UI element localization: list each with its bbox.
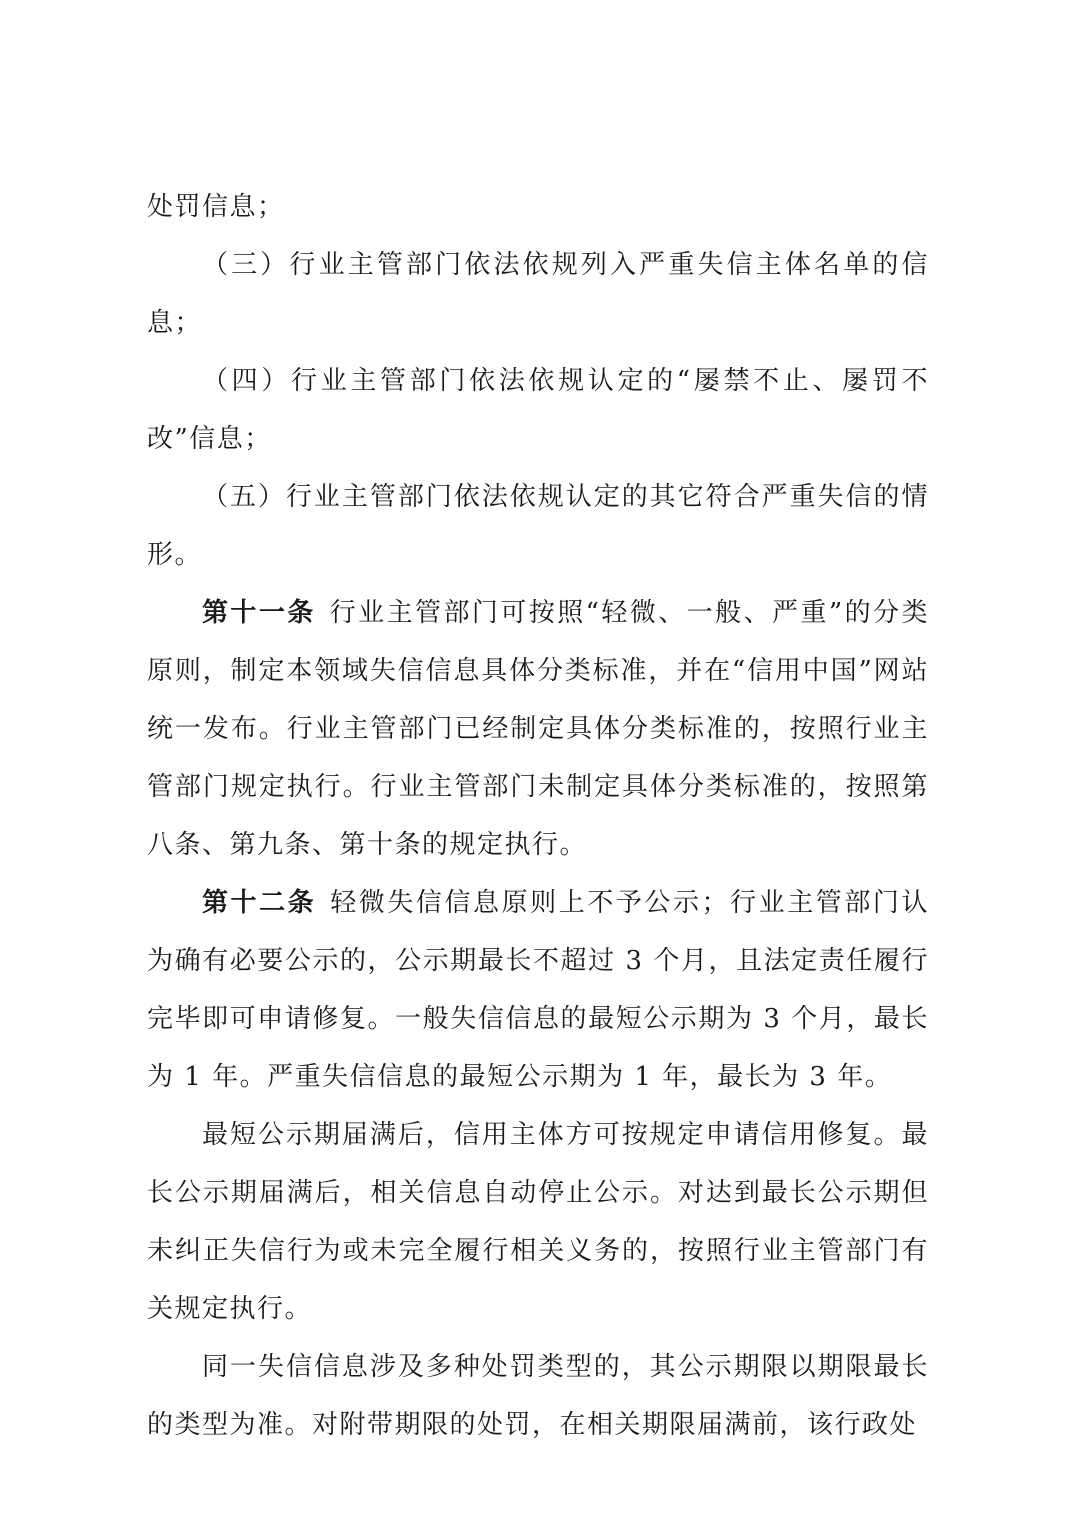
paragraph-text: 轻微失信信息原则上不予公示；行业主管部门认为确有必要公示的，公示期最长不超过 3 个月，且法定责任履行完毕即可申请修复。一般失信信息的最短公示期为 3 个月，最长为 1 年。严重失信信息的最短公示期为 1 年，最长为 3 年。 xyxy=(147,888,929,1092)
paragraph-text: （四）行业主管部门依法依规认定的“屡禁不止、屡罚不改”信息； xyxy=(147,366,929,454)
paragraph-item-5 xyxy=(147,468,929,584)
paragraph-text: 处罚信息； xyxy=(147,192,285,222)
paragraph-text: （五）行业主管部门依法依规认定的其它符合严重失信的情形。 xyxy=(147,482,929,570)
paragraph-text: （三）行业主管部门依法依规列入严重失信主体名单的信息； xyxy=(147,250,929,338)
article-heading: 第十一条 xyxy=(202,598,316,628)
article-12 xyxy=(147,874,929,1106)
paragraph-repair xyxy=(147,1106,929,1338)
paragraph-item-3 xyxy=(147,236,929,352)
paragraph-text: 同一失信信息涉及多种处罚类型的，其公示期限以期限最长的类型为准。对附带期限的处罚，在相关期限届满前，该行政处 xyxy=(147,1352,929,1440)
paragraph-item-4 xyxy=(147,352,929,468)
paragraph-text: 最短公示期届满后，信用主体方可按规定申请信用修复。最长公示期届满后，相关信息自动停止公示。对达到最长公示期但未纠正失信行为或未完全履行相关义务的，按照行业主管部门有关规定执行。 xyxy=(147,1120,929,1324)
document-body xyxy=(147,178,929,1454)
paragraph-multiple-types xyxy=(147,1338,929,1454)
paragraph-text: 行业主管部门可按照“轻微、一般、严重”的分类原则，制定本领域失信信息具体分类标准，并在“信用中国”网站统一发布。行业主管部门已经制定具体分类标准的，按照行业主管部门规定执行。行业主管部门未制定具体分类标准的，按照第八条、第九条、第十条的规定执行。 xyxy=(147,598,929,860)
paragraph-continuation xyxy=(147,178,929,236)
article-heading: 第十二条 xyxy=(202,888,317,918)
article-11 xyxy=(147,584,929,874)
